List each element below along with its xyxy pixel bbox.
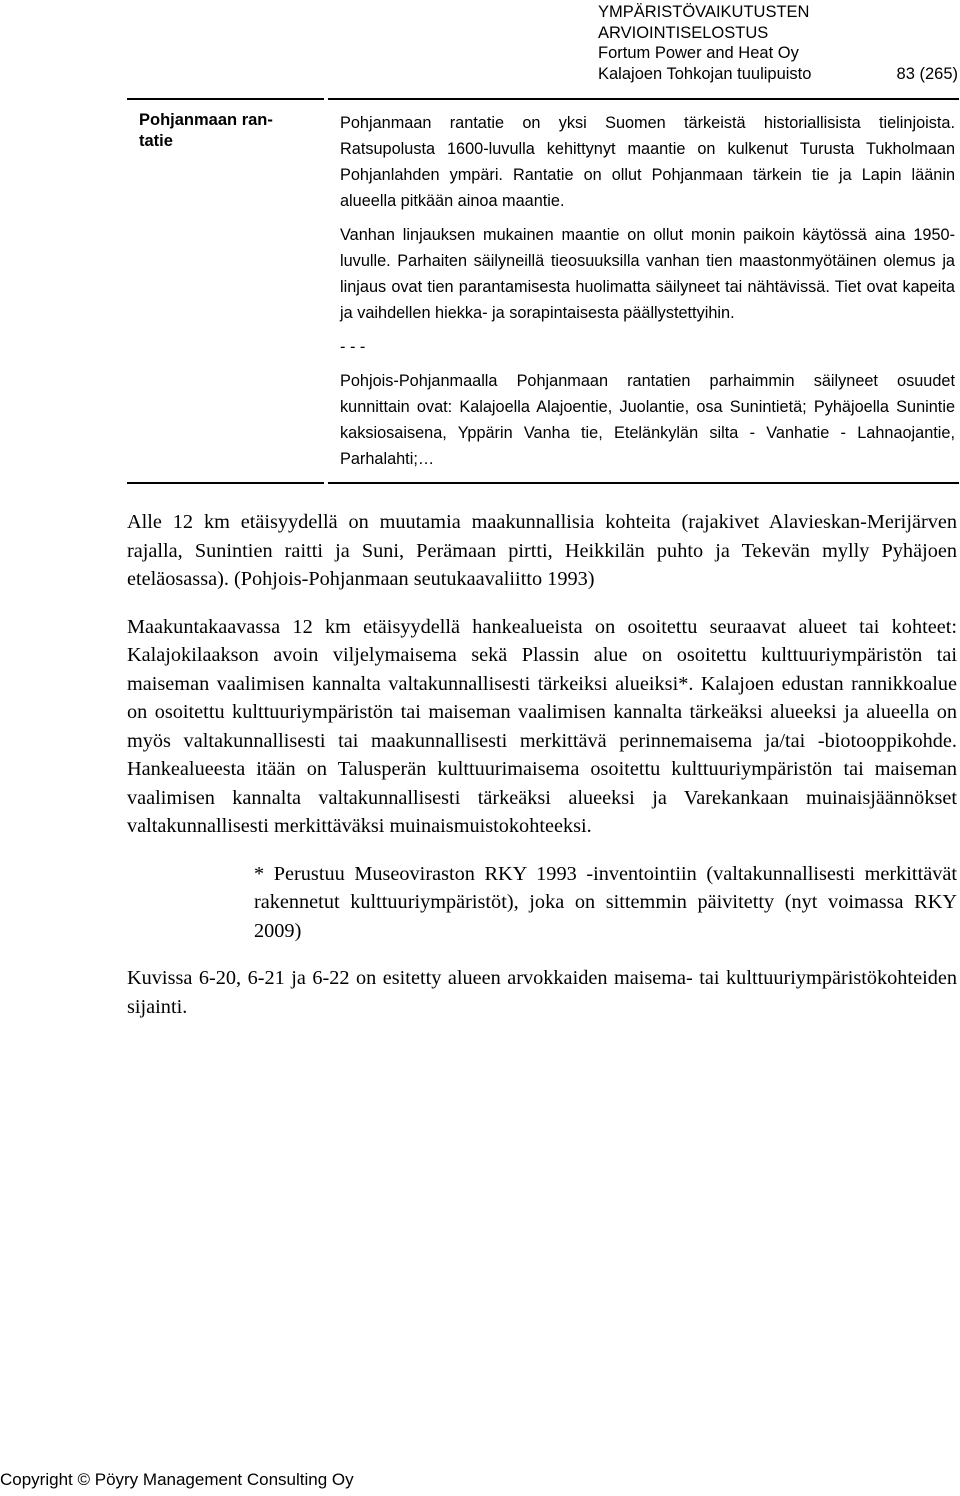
- info-table-row: [127, 99, 959, 483]
- info-separator: - - -: [340, 338, 366, 356]
- info-label-line1: Pohjanmaan ran-: [139, 111, 273, 129]
- body-paragraph: Kuvissa 6-20, 6-21 ja 6-22 on esitetty alueen arvokkaiden maisema- tai kulttuuriympäristökohteiden sijainti.: [127, 967, 957, 1018]
- header-doc-type-line2: ARVIOINTISELOSTUS: [598, 23, 769, 42]
- body-paragraph: Alle 12 km etäisyydellä on muutamia maakunnallisia kohteita (rajakivet Alavieskan-Merijärven rajalla, Sunintien raitti ja Suni, Perämaan pirtti, Heikkilän puhto ja Tekevän mylly Pyhäjoen eteläosassa). (Pohjois-Pohjanmaan seutukaavaliitto 1993): [127, 511, 957, 590]
- info-table-label-cell: [127, 99, 324, 483]
- info-table: [127, 98, 959, 484]
- footnote-paragraph: * Perustuu Museoviraston RKY 1993 -inventointiin (valtakunnallisesti merkittävät rakennetut kulttuuriympäristöt), joka on sittemmin päivitetty (nyt voimassa RKY 2009): [254, 862, 957, 942]
- info-paragraph: Vanhan linjauksen mukainen maantie on ollut monin paikoin käytössä aina 1950-luvulle. Parhaiten säilyneillä tieosuuksilla vanhan tien maastonmyötäinen olemus ja linjaus ovat tien parantamisesta huolimatta säilyneet tai nähtävissä. Tiet ovat kapeita ja vaihdellen hiekka- ja sorapintaisesta päällystettyihin.: [340, 226, 955, 322]
- info-paragraph: Pohjanmaan rantatie on yksi Suomen tärkeistä historiallisista tielinjoista. Ratsupolusta 1600-luvulla kehittynyt maantie on kulkenut Turusta Tukholmaan Pohjanlahden ympäri. Rantatie on ollut Pohjanmaan tärkein tie ja Lapin läänin alueella pitkään ainoa maantie.: [340, 114, 955, 210]
- info-table-body-cell: [328, 99, 959, 483]
- body-paragraph: Maakuntakaavassa 12 km etäisyydellä hankealueista on osoitettu seuraavat alueet tai kohteet: Kalajokilaakson avoin viljelymaisema sekä Plassin alue on osoitettu kulttuuriympäristön tai maiseman vaalimisen kannalta valtakunnallisesti tärkeiksi alueiksi*. Kalajoen edustan rannikkoalue on osoitettu kulttuuriympäristön tai maiseman vaalimisen kannalta tärkeäksi alueeksi ja alueella on myös valtakunnallisesti tai maakunnallisesti merkittävä perinnemaisema ja/tai -biotooppikohde. Hankealueesta itään on Talusperän kulttuurimaisema osoitettu kulttuuriympäristön tai maiseman vaalimisen kannalta valtakunnallisesti tärkeäksi alueeksi ja Varekankaan muinaisjäännökset valtakunnallisesti merkittäväksi muinaismuistokohteeksi.: [127, 615, 957, 837]
- page-header: [598, 2, 960, 84]
- info-label-line2: tatie: [139, 132, 173, 150]
- page-number: 83 (265): [896, 64, 958, 83]
- header-company: Fortum Power and Heat Oy: [598, 44, 799, 62]
- header-project-row: [598, 64, 960, 85]
- header-project-name: Kalajoen Tohkojan tuulipuisto: [598, 64, 812, 83]
- header-doc-type-line1: YMPÄRISTÖVAIKUTUSTEN: [598, 3, 810, 21]
- info-paragraph: Pohjois-Pohjanmaalla Pohjanmaan rantatien parhaimmin säilyneet osuudet kunnittain ovat: Kalajoella Alajoentie, Juolantie, osa Sunintietä; Pyhäjoella Sunintie kaksiosaisena, Yppärin Vanha tie, Etelänkylän silta - Vanhatie - Lahnaojantie, Parhalahti;…: [340, 372, 955, 468]
- copyright-footer: Copyright © Pöyry Management Consulting Oy: [0, 1470, 354, 1489]
- main-body: [127, 508, 957, 1040]
